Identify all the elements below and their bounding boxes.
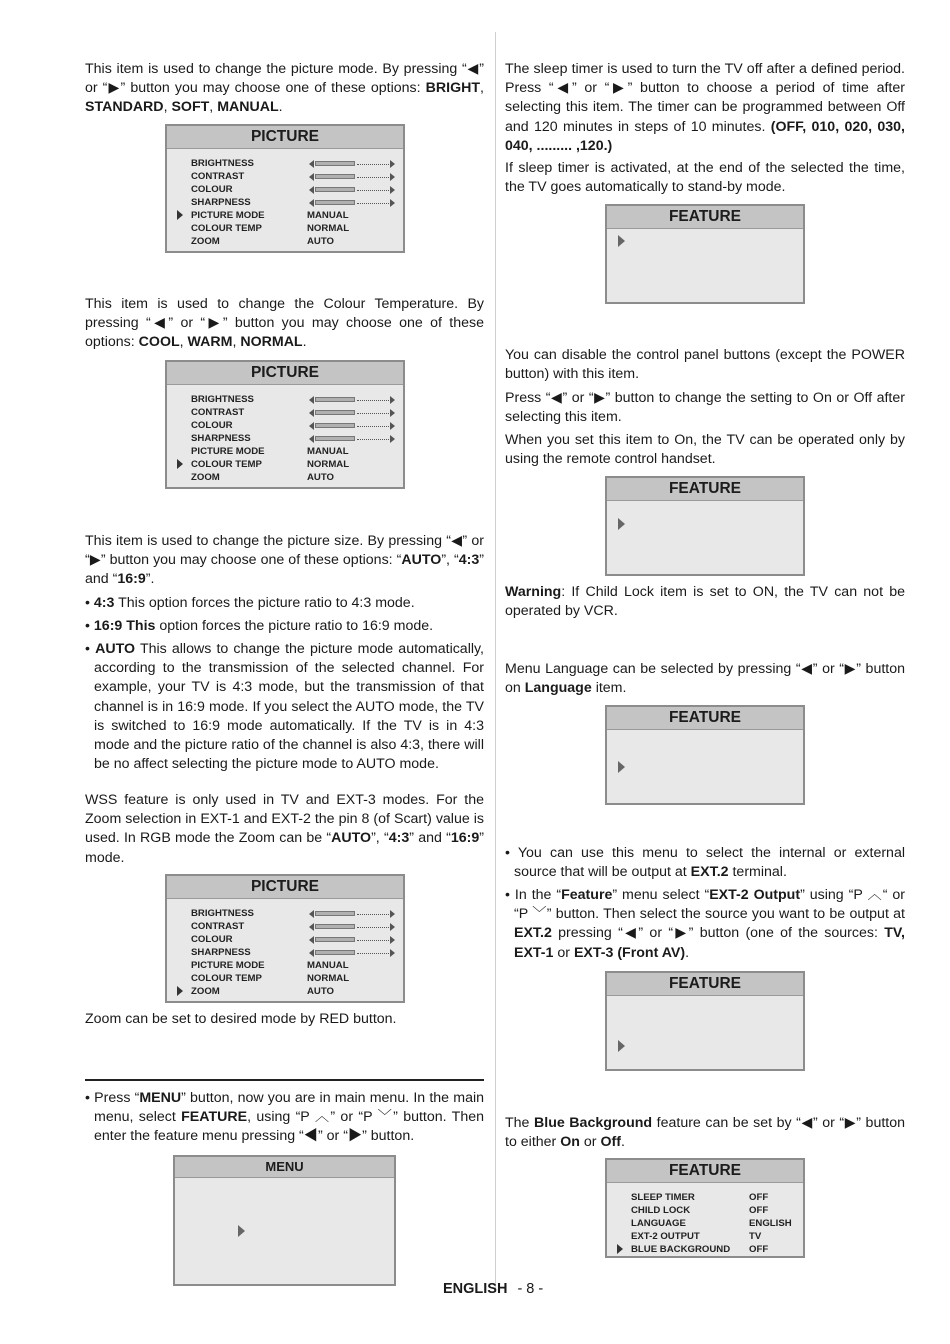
osd-row-zoom: ZOOM AUTO [191, 472, 335, 483]
osd-row-sleep-timer: SLEEP TIMER OFF [631, 1192, 769, 1203]
zoom-red-paragraph: Zoom can be set to desired mode by RED button. [85, 1011, 397, 1027]
osd-row-brightness: BRIGHTNESS [167, 907, 403, 920]
slider-icon [309, 409, 395, 417]
osd-row-sharpness: SHARPNESS [167, 432, 403, 445]
osd-row-language: LANGUAGE ENGLISH [631, 1218, 792, 1229]
child-lock-paragraph: You can disable the control panel buttons (except the POWER button) with this item. [505, 347, 905, 383]
osd-title: FEATURE [607, 707, 803, 730]
colour-temp-paragraph: This item is used to change the Colour Temperature. By pressing “◀” or “▶” button you may choose one of these options: COOL, WARM, NORMAL. [85, 296, 484, 351]
osd-row-picture-mode: PICTURE MODE MANUAL [191, 960, 349, 971]
slider-icon [309, 186, 395, 194]
feature-menu-osd [605, 1158, 805, 1258]
slider-icon [309, 923, 395, 931]
osd-title: MENU [175, 1157, 394, 1178]
selection-arrow-icon [177, 459, 183, 469]
osd-row-ext2-output: EXT-2 OUTPUT TV [631, 1231, 762, 1242]
child-lock-on-paragraph: When you set this item to On, the TV can be operated only by using the remote control handset. [505, 432, 905, 468]
osd-row-colour: COLOUR [167, 419, 403, 432]
osd-title: FEATURE [607, 1160, 803, 1183]
selection-arrow-icon [618, 1040, 625, 1052]
selection-arrow-icon [238, 1225, 245, 1237]
picture-menu-osd-3 [165, 874, 405, 1003]
osd-row-contrast: CONTRAST [167, 406, 403, 419]
osd-row-colour-temp: COLOUR TEMP NORMAL [191, 973, 350, 984]
osd-row-colour-temp: COLOUR TEMP NORMAL [191, 223, 350, 234]
picture-menu-osd-1 [165, 124, 405, 253]
feature-osd-child-lock [605, 476, 805, 576]
feature-osd-language [605, 705, 805, 805]
osd-title: PICTURE [167, 876, 403, 899]
osd-row-zoom: ZOOM AUTO [191, 236, 335, 247]
selection-arrow-icon [618, 761, 625, 773]
child-lock-press-paragraph: Press “◀” or “▶” button to change the setting to On or Off after selecting this item. [505, 390, 905, 426]
main-menu-osd [173, 1155, 396, 1286]
selection-arrow-icon [618, 518, 625, 530]
picture-mode-paragraph: This item is used to change the picture mode. By pressing “◀” or “▶” button you may choose one of these options: BRIGHT, STANDARD, SOFT, MANUAL. [85, 61, 484, 116]
bullet-ext2-source: • You can use this menu to select the internal or external source that will be output at EXT.2 terminal. [505, 845, 905, 881]
slider-icon [309, 396, 395, 404]
slider-icon [309, 422, 395, 430]
osd-row-sharpness: SHARPNESS [167, 196, 403, 209]
slider-icon [309, 936, 395, 944]
osd-row-brightness: BRIGHTNESS [167, 157, 403, 170]
feature-osd-sleep-timer [605, 204, 805, 304]
language-paragraph: Menu Language can be selected by pressing “◀” or “▶” button on Language item. [505, 661, 905, 697]
osd-row-zoom: ZOOM AUTO [167, 985, 403, 998]
blue-background-paragraph: The Blue Background feature can be set by “◀” or “▶” button to either On or Off. [505, 1115, 905, 1151]
slider-icon [309, 173, 395, 181]
osd-title: PICTURE [167, 126, 403, 149]
osd-title: PICTURE [167, 362, 403, 385]
column-divider [495, 32, 496, 1292]
slider-icon [309, 949, 395, 957]
slider-icon [309, 435, 395, 443]
wss-paragraph: WSS feature is only used in TV and EXT-3 modes. For the Zoom selection in EXT-1 and EXT-2 the pin 8 (of Scart) value is used. In RGB mode the Zoom can be “AUTO”, “4:3” and “16:9” mode. [85, 792, 484, 866]
osd-row-contrast: CONTRAST [167, 920, 403, 933]
osd-row-blue-background: BLUE BACKGROUND OFF [607, 1243, 803, 1256]
footer-language: ENGLISH [443, 1281, 508, 1297]
selection-arrow-icon [617, 1244, 623, 1254]
bullet-auto: • AUTO This allows to change the picture mode automatically, according to the transmission of the selected channel. For example, your TV is 4:3 mode, but the transmission of that channel is in 16:9 mode. If you select the AUTO mode, the TV is switched to 16:9 mode automatically. If the TV is in 4:3 mode and the picture ratio of the channel is also 4:3, there will be no affect selecting the picture mode to AUTO mode. [85, 641, 484, 773]
page-number: - 8 - [517, 1281, 544, 1297]
zoom-paragraph: This item is used to change the picture size. By pressing “◀” or “▶” button you may choose one of these options: “AUTO”, “4:3” and “16:9”. [85, 533, 484, 588]
picture-menu-osd-2 [165, 360, 405, 489]
page-footer [443, 1281, 543, 1297]
warning-paragraph: Warning: If Child Lock item is set to ON, the TV can not be operated by VCR. [505, 584, 905, 620]
section-rule [85, 1079, 484, 1081]
selection-arrow-icon [618, 235, 625, 247]
bullet-4-3: • 4:3 This option forces the picture ratio to 4:3 mode. [85, 595, 415, 611]
osd-row-picture-mode: PICTURE MODE MANUAL [191, 446, 349, 457]
osd-row-contrast: CONTRAST [167, 170, 403, 183]
osd-row-colour: COLOUR [167, 933, 403, 946]
slider-icon [309, 199, 395, 207]
feature-osd-ext2-output [605, 971, 805, 1071]
osd-row-picture-mode: PICTURE MODE MANUAL [167, 209, 403, 222]
osd-row-colour: COLOUR [167, 183, 403, 196]
bullet-ext2-output: • In the “Feature” menu select “EXT-2 Output” using “P ︿“ or “P ﹀” button. Then select the source you want to be output at EXT.2 pressing “◀” or “▶” button (one of the sources: TV, EXT-1 or EXT-3 (Front AV). [505, 887, 905, 961]
osd-row-colour-temp: COLOUR TEMP NORMAL [167, 458, 403, 471]
slider-icon [309, 160, 395, 168]
slider-icon [309, 910, 395, 918]
selection-arrow-icon [177, 210, 183, 220]
selection-arrow-icon [177, 986, 183, 996]
bullet-menu: • Press “MENU” button, now you are in main menu. In the main menu, select FEATURE, using “P ︿” or “P ﹀” button. Then enter the feature menu pressing “◀” or “▶” button. [85, 1090, 484, 1145]
osd-row-sharpness: SHARPNESS [167, 946, 403, 959]
osd-title: FEATURE [607, 478, 803, 501]
sleep-timer-paragraph: The sleep timer is used to turn the TV off after a defined period. Press “◀” or “▶” button to choose a period of time after selecting this item. The timer can be programmed between Off and 120 minutes in steps of 10 minutes. (OFF, 010, 020, 030, 040, ......... ,120.) [505, 61, 905, 154]
osd-row-brightness: BRIGHTNESS [167, 393, 403, 406]
bullet-16-9: • 16:9 This option forces the picture ratio to 16:9 mode. [85, 618, 434, 634]
sleep-timer-standby-paragraph: If sleep timer is activated, at the end of the selected the time, the TV goes automatically to stand-by mode. [505, 160, 905, 196]
osd-title: FEATURE [607, 206, 803, 229]
osd-row-child-lock: CHILD LOCK OFF [631, 1205, 769, 1216]
osd-title: FEATURE [607, 973, 803, 996]
